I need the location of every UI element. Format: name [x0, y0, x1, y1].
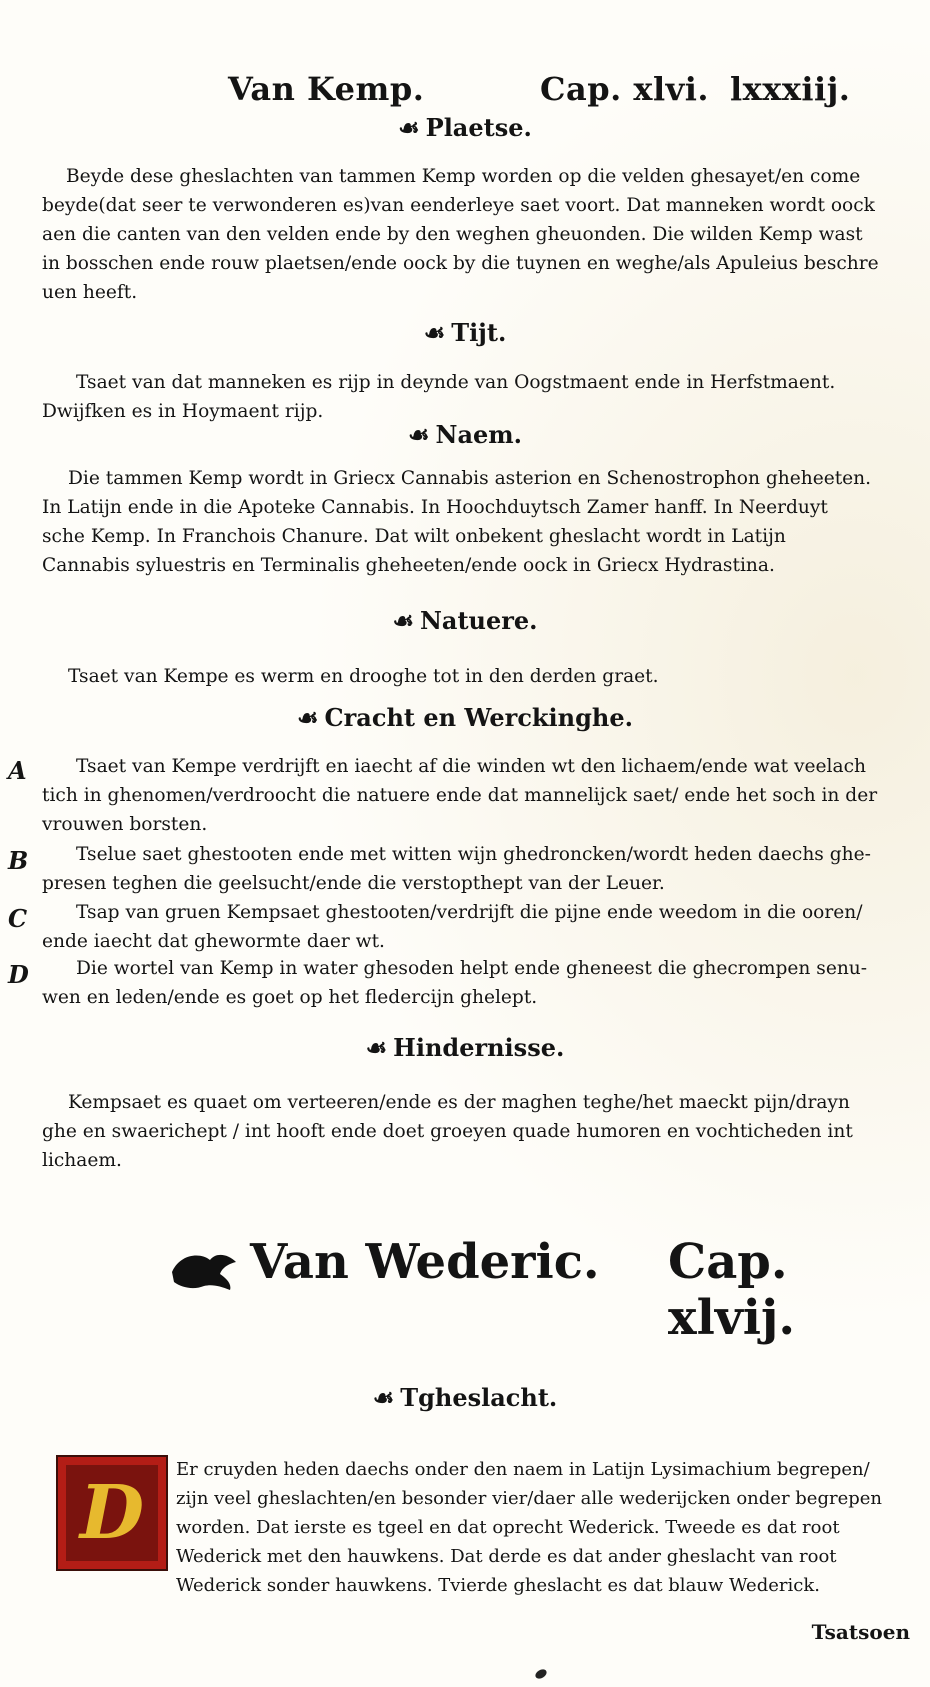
section-heading-hindernisse: ☙ Hindernisse.: [365, 1033, 565, 1062]
paragraph-cracht-d: [42, 954, 868, 1012]
paragraph-naem: [42, 464, 872, 580]
margin-letter-a: A: [8, 756, 27, 785]
text-line: uen heeft.: [42, 282, 138, 303]
text-line: zijn veel gheslachten/en besonder vier/daer alle wederijcken onder begrepen: [176, 1488, 882, 1509]
running-head-title: Van Kemp.: [228, 70, 425, 108]
text-line: In Latijn ende in die Apoteke Cannabis. In Hoochduytsch Zamer hanff. In Neerduyt: [42, 497, 828, 518]
paragraph-mark-icon: ☙: [297, 703, 319, 732]
margin-letter-c: C: [8, 904, 28, 933]
catchword: Tsatsoen: [811, 1620, 910, 1644]
section-heading-tijt: ☙ Tijt.: [423, 318, 507, 347]
initial-letter: D: [79, 1470, 145, 1556]
text-line: aen die canten van den velden ende by den weghen gheuonden. Die wilden Kemp wast: [42, 224, 863, 245]
text-line: in bosschen ende rouw plaetsen/ende oock by die tuynen en weghe/als Apuleius beschre: [42, 253, 879, 274]
section-heading-naem: ☙ Naem.: [407, 420, 523, 449]
paragraph-tgheslacht: [176, 1455, 882, 1600]
paragraph-mark-icon: ☙: [392, 606, 414, 635]
text-line: Er cruyden heden daechs onder den naem in Latijn Lysimachium begrepen/: [176, 1459, 870, 1480]
section-heading-cracht: ☙ Cracht en Werckinghe.: [297, 703, 633, 732]
paragraph-hindernisse: [42, 1088, 853, 1175]
text-line: Wederick sonder hauwkens. Tvierde gheslacht es dat blauw Wederick.: [176, 1575, 820, 1596]
running-head-chapter: Cap. xlvi.: [540, 70, 709, 108]
paragraph-cracht-a: [42, 752, 878, 839]
paragraph-mark-icon: ☙: [372, 1383, 395, 1412]
text-line: Tsaet van dat manneken es rijp in deynde van Oogstmaent ende in Herfstmaent.: [76, 372, 836, 393]
ink-blot: [534, 1668, 548, 1681]
text-line: sche Kemp. In Franchois Chanure. Dat wilt onbekent gheslacht wordt in Latijn: [42, 526, 786, 547]
paragraph-mark-icon: ☙: [407, 420, 430, 449]
text-line: ghe en swaerichept / int hooft ende doet groeyen quade humoren en vochticheden int: [42, 1121, 853, 1142]
paragraph-plaetse: [42, 162, 879, 307]
text-line: Beyde dese gheslachten van tammen Kemp worden op die velden ghesayet/en come: [66, 166, 861, 187]
margin-letter-b: B: [8, 846, 29, 875]
text-line: Die wortel van Kemp in water ghesoden helpt ende gheneest die ghecrompen senu-: [76, 958, 868, 979]
paragraph-mark-icon: ☙: [365, 1033, 388, 1062]
text-line: Tsaet van Kempe verdrijft en iaecht af die winden wt den lichaem/ende wat veelach: [76, 756, 866, 777]
chapter-number: Cap. xlvij.: [668, 1234, 796, 1346]
text-line: wen en leden/ende es goet op het fledercijn ghelept.: [42, 987, 538, 1008]
paragraph-mark-icon: ☙: [398, 113, 420, 142]
decorated-initial: [56, 1455, 168, 1571]
folio-number: lxxxiij.: [730, 70, 851, 108]
text-line: Tsap van gruen Kempsaet ghestooten/verdrijft die pijne ende weedom in die ooren/: [76, 902, 863, 923]
text-line: Wederick met den hauwkens. Dat derde es dat ander gheslacht van root: [176, 1546, 837, 1567]
paragraph-cracht-b: [42, 840, 871, 898]
text-line: beyde(dat seer te verwonderen es)van eenderleye saet voort. Dat manneken wordt oock: [42, 195, 875, 216]
chapter-title: Van Wederic.: [250, 1234, 600, 1290]
section-heading-tgheslacht: ☙ Tgheslacht.: [372, 1383, 558, 1412]
text-line: Dwijfken es in Hoymaent rijp.: [42, 401, 324, 422]
text-line: presen teghen die geelsucht/ende die verstopthept van der Leuer.: [42, 873, 665, 894]
text-line: ende iaecht dat ghewormte daer wt.: [42, 931, 385, 952]
text-line: vrouwen borsten.: [42, 814, 208, 835]
paragraph-cracht-c: [42, 898, 863, 956]
text-line: tich in ghenomen/verdroocht die natuere ende dat mannelijck saet/ ende het soch in der: [42, 785, 878, 806]
text-line: Cannabis syluestris en Terminalis gheheeten/ende oock in Griecx Hydrastina.: [42, 555, 775, 576]
hand-ornament-icon: [170, 1244, 242, 1294]
text-line: Die tammen Kemp wordt in Griecx Cannabis asterion en Schenostrophon gheheeten.: [68, 468, 872, 489]
text-line: Tsaet van Kempe es werm en drooghe tot in den derden graet.: [68, 666, 659, 687]
text-line: Kempsaet es quaet om verteeren/ende es der maghen teghe/het maeckt pijn/drayn: [68, 1092, 850, 1113]
text-line: worden. Dat ierste es tgeel en dat oprecht Wederick. Tweede es dat root: [176, 1517, 840, 1538]
paragraph-mark-icon: ☙: [423, 318, 446, 347]
paragraph-tijt: [42, 368, 842, 426]
text-line: lichaem.: [42, 1150, 122, 1171]
paragraph-natuere: [42, 662, 842, 691]
margin-letter-d: D: [8, 960, 29, 989]
section-heading-plaetse: ☙ Plaetse.: [398, 113, 532, 142]
text-line: Tselue saet ghestooten ende met witten wijn ghedroncken/wordt heden daechs ghe-: [76, 844, 871, 865]
section-heading-natuere: ☙ Natuere.: [392, 606, 538, 635]
